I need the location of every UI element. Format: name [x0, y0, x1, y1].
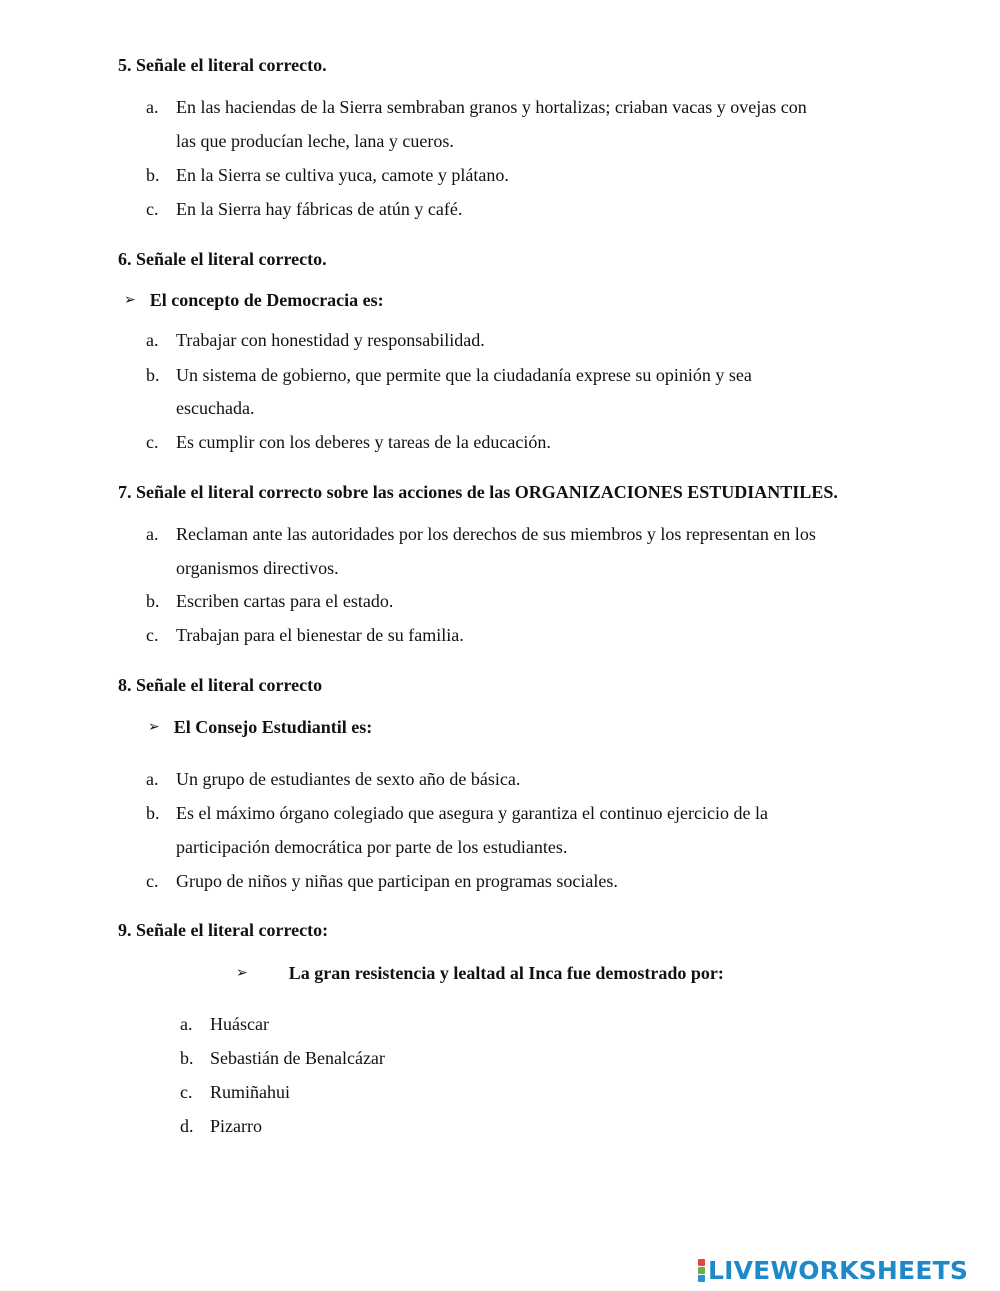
liveworksheets-logo[interactable] — [698, 1252, 968, 1288]
option-text-continued: organismos directivos. — [176, 558, 339, 578]
option-text: Un sistema de gobierno, que permite que la ciudadanía exprese su opinión y sea — [176, 365, 752, 385]
option-letter: c. — [146, 871, 159, 891]
option-text: Es cumplir con los deberes y tareas de la educación. — [176, 432, 551, 452]
option-text: Un grupo de estudiantes de sexto año de básica. — [176, 769, 521, 789]
option-text-continued: las que producían leche, lana y cueros. — [176, 131, 454, 151]
q6-subtitle — [124, 290, 384, 311]
option-letter: a. — [180, 1014, 193, 1034]
option-text: Es el máximo órgano colegiado que asegura y garantiza el continuo ejercicio de la — [176, 803, 768, 823]
option-letter: d. — [180, 1116, 194, 1136]
option-text-continued: escuchada. — [176, 398, 255, 418]
question-9-title: 9. Señale el literal correcto: — [118, 920, 329, 940]
question-8-title: 8. Señale el literal correcto — [118, 675, 323, 695]
option-letter: b. — [180, 1048, 194, 1068]
option-letter: b. — [146, 365, 160, 385]
bullet-arrow-icon: ➢ — [124, 293, 136, 308]
option-letter: b. — [146, 165, 160, 185]
option-text: Huáscar — [210, 1014, 269, 1034]
logo-text: LIVEWORKSHEETS — [708, 1255, 969, 1285]
option-text: Grupo de niños y niñas que participan en programas sociales. — [176, 871, 618, 891]
question-7-title: 7. Señale el literal correcto sobre las acciones de las ORGANIZACIONES ESTUDIANTILES. — [118, 482, 838, 502]
option-letter: a. — [146, 330, 159, 350]
option-text: Trabajan para el bienestar de su familia. — [176, 625, 464, 645]
subtitle-text: La gran resistencia y lealtad al Inca fue demostrado por: — [288, 963, 724, 983]
bullet-arrow-icon: ➢ — [236, 966, 248, 981]
bullet-arrow-icon: ➢ — [148, 720, 160, 735]
option-text-continued: participación democrática por parte de los estudiantes. — [176, 837, 568, 857]
option-letter: c. — [146, 432, 159, 452]
option-text: Sebastián de Benalcázar — [210, 1048, 385, 1068]
q8-subtitle — [148, 717, 372, 738]
option-text: Escriben cartas para el estado. — [176, 591, 394, 611]
subtitle-text: El Consejo Estudiantil es: — [173, 717, 373, 737]
option-letter: c. — [180, 1082, 193, 1102]
option-letter: a. — [146, 97, 159, 117]
option-text: En la Sierra se cultiva yuca, camote y plátano. — [176, 165, 509, 185]
q9-subtitle — [236, 963, 724, 984]
question-5-title: 5. Señale el literal correcto. — [118, 55, 327, 75]
option-text: Reclaman ante las autoridades por los derechos de sus miembros y los representan en los — [176, 524, 816, 544]
logo-mark-icon — [698, 1259, 705, 1282]
option-letter: b. — [146, 591, 160, 611]
option-letter: c. — [146, 625, 159, 645]
option-letter: a. — [146, 769, 159, 789]
option-text: En las haciendas de la Sierra sembraban granos y hortalizas; criaban vacas y ovejas con — [176, 97, 807, 117]
option-text: En la Sierra hay fábricas de atún y café. — [176, 199, 463, 219]
option-letter: a. — [146, 524, 159, 544]
option-text: Trabajar con honestidad y responsabilidad. — [176, 330, 485, 350]
option-letter: b. — [146, 803, 160, 823]
subtitle-text: El concepto de Democracia es: — [149, 290, 384, 310]
question-6-title: 6. Señale el literal correcto. — [118, 249, 327, 269]
option-text: Pizarro — [210, 1116, 262, 1136]
option-letter: c. — [146, 199, 159, 219]
option-text: Rumiñahui — [210, 1082, 290, 1102]
